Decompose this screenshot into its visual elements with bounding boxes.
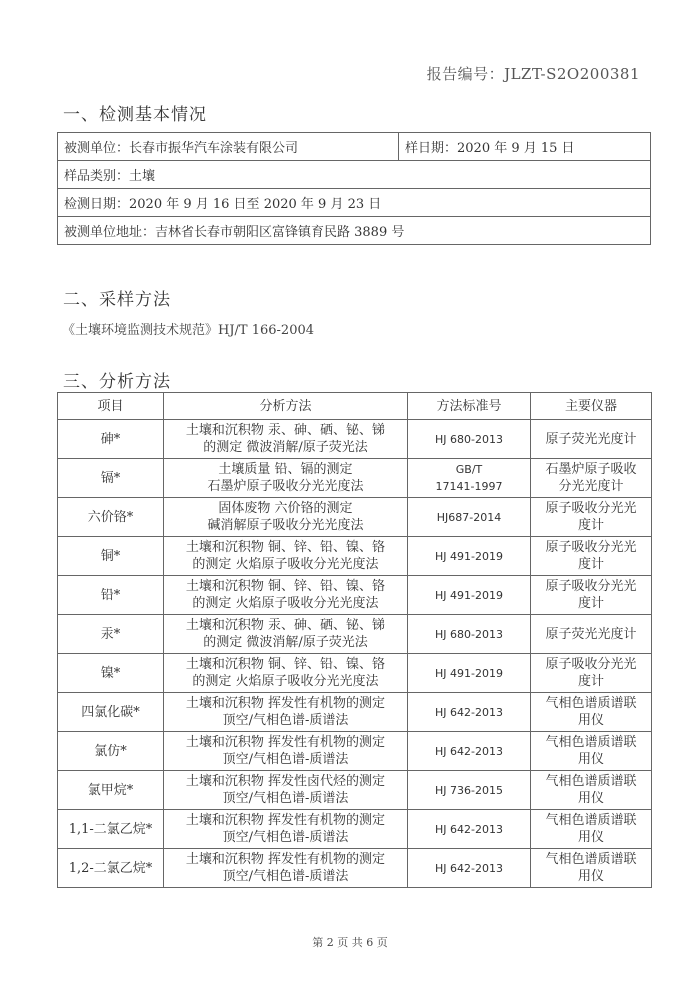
table-row: [58, 810, 652, 849]
cell-standard: [408, 693, 531, 732]
cell-standard-line: HJ 642-2013: [435, 822, 503, 836]
cell-item: 汞*: [58, 615, 164, 654]
cell-instrument-line: 用仪: [577, 791, 604, 806]
table-row: [58, 732, 652, 771]
cell-item: 氯仿*: [58, 732, 164, 771]
cell-standard-line: HJ 642-2013: [435, 705, 503, 719]
cell-standard-line: HJ 680-2013: [435, 432, 503, 446]
cell-instrument-line: 气相色谱质谱联: [545, 696, 637, 711]
header-method: 分析方法: [164, 393, 408, 420]
cell-instrument-line: 度计: [577, 674, 604, 689]
header-item: 项目: [58, 393, 164, 420]
section-title-analysis: 三、分析方法: [63, 372, 171, 392]
cell-standard: [408, 771, 531, 810]
cell-method-line: 顶空/气相色谱-质谱法: [222, 830, 349, 845]
cell-method-line: 固体废物 六价铬的测定: [218, 501, 353, 516]
unit-address: 被测单位地址：吉林省长春市朝阳区富锋镇育民路 3889 号: [58, 217, 651, 245]
table-row: [58, 771, 652, 810]
section-title-sampling: 二、采样方法: [63, 290, 171, 310]
cell-item: 1,2-二氯乙烷*: [58, 849, 164, 888]
cell-instrument-line: 原子荧光光度计: [545, 626, 637, 642]
cell-method: [164, 771, 408, 810]
cell-method-line: 的测定 微波消解/原子荧光法: [203, 635, 368, 650]
cell-method: [164, 654, 408, 693]
cell-method-line: 的测定 微波消解/原子荧光法: [203, 440, 368, 455]
cell-standard-line: HJ687-2014: [436, 510, 502, 524]
cell-standard-line: 17141-1997: [435, 480, 503, 493]
cell-standard: [408, 498, 531, 537]
cell-method: [164, 420, 408, 459]
header-instrument: 主要仪器: [531, 393, 652, 420]
cell-instrument-line: 原子吸收分光光: [545, 501, 637, 516]
cell-instrument-line: 原子吸收分光光: [545, 579, 637, 594]
cell-standard: [408, 810, 531, 849]
analysis-header-row: [58, 393, 652, 420]
cell-method-line: 土壤和沉积物 铜、锌、铅、镍、铬: [185, 657, 386, 672]
analysis-table-body: [58, 420, 652, 888]
cell-method-line: 土壤和沉积物 铜、锌、铅、镍、铬: [185, 579, 386, 594]
cell-method-line: 土壤和沉积物 挥发性有机物的测定: [185, 852, 386, 867]
cell-standard-line: HJ 680-2013: [435, 627, 503, 641]
cell-instrument-line: 分光光度计: [558, 479, 624, 494]
cell-standard: [408, 537, 531, 576]
cell-method: [164, 810, 408, 849]
cell-method-line: 的测定 火焰原子吸收分光光度法: [192, 557, 379, 572]
table-row: [58, 849, 652, 888]
cell-item: 1,1-二氯乙烷*: [58, 810, 164, 849]
cell-standard-line: HJ 491-2019: [435, 549, 503, 563]
cell-method-line: 土壤质量 铅、镉的测定: [218, 462, 353, 477]
cell-standard: [408, 654, 531, 693]
cell-instrument: [531, 732, 652, 771]
table-row: [58, 498, 652, 537]
tested-unit: 被测单位：长春市振华汽车涂装有限公司: [58, 133, 399, 161]
cell-standard-line: HJ 491-2019: [435, 588, 503, 602]
table-row: [58, 654, 652, 693]
cell-method: [164, 459, 408, 498]
cell-method: [164, 693, 408, 732]
cell-instrument-line: 用仪: [577, 830, 604, 845]
cell-instrument-line: 气相色谱质谱联: [545, 813, 637, 828]
cell-instrument: [531, 771, 652, 810]
cell-standard: [408, 849, 531, 888]
cell-method-line: 顶空/气相色谱-质谱法: [222, 713, 349, 728]
info-row: [58, 133, 651, 161]
cell-item: 六价铬*: [58, 498, 164, 537]
cell-standard-line: HJ 642-2013: [435, 861, 503, 875]
cell-method-line: 土壤和沉积物 挥发性有机物的测定: [185, 735, 386, 750]
table-row: [58, 576, 652, 615]
cell-standard-line: GB/T: [455, 463, 483, 476]
cell-method-line: 土壤和沉积物 挥发性卤代烃的测定: [185, 774, 386, 789]
table-row: [58, 615, 652, 654]
cell-method: [164, 615, 408, 654]
cell-standard-line: HJ 642-2013: [435, 744, 503, 758]
cell-method: [164, 576, 408, 615]
cell-instrument: [531, 615, 652, 654]
table-row: [58, 537, 652, 576]
page-footer: 第 2 页 共 6 页: [312, 936, 388, 949]
cell-item: 铜*: [58, 537, 164, 576]
cell-instrument-line: 用仪: [577, 752, 604, 767]
info-row: [58, 189, 651, 217]
cell-method-line: 碱消解原子吸收分光光度法: [207, 518, 364, 533]
section-title-basic-info: 一、检测基本情况: [63, 105, 207, 125]
cell-standard-line: HJ 491-2019: [435, 666, 503, 680]
cell-instrument: [531, 576, 652, 615]
cell-method-line: 顶空/气相色谱-质谱法: [222, 752, 349, 767]
cell-instrument: [531, 693, 652, 732]
cell-instrument: [531, 537, 652, 576]
cell-method: [164, 732, 408, 771]
cell-instrument-line: 用仪: [577, 869, 604, 884]
cell-method-line: 土壤和沉积物 挥发性有机物的测定: [185, 813, 386, 828]
cell-standard-line: HJ 736-2015: [435, 783, 503, 797]
cell-standard: [408, 420, 531, 459]
cell-method-line: 土壤和沉积物 铜、锌、铅、镍、铬: [185, 540, 386, 555]
cell-item: 氯甲烷*: [58, 771, 164, 810]
cell-instrument-line: 气相色谱质谱联: [545, 735, 637, 750]
cell-instrument: [531, 498, 652, 537]
cell-instrument-line: 度计: [577, 596, 604, 611]
cell-method-line: 土壤和沉积物 汞、砷、硒、铋、锑: [185, 618, 386, 633]
cell-instrument-line: 度计: [577, 557, 604, 572]
cell-method-line: 顶空/气相色谱-质谱法: [222, 869, 349, 884]
test-date: 检测日期：2020 年 9 月 16 日至 2020 年 9 月 23 日: [58, 189, 651, 217]
analysis-methods-table: [57, 392, 652, 888]
cell-method-line: 的测定 火焰原子吸收分光光度法: [192, 596, 379, 611]
sample-category: 样品类别：土壤: [58, 161, 651, 189]
cell-standard: [408, 576, 531, 615]
cell-instrument: [531, 459, 652, 498]
sampling-date: 样日期：2020 年 9 月 15 日: [399, 133, 651, 161]
cell-instrument-line: 用仪: [577, 713, 604, 728]
cell-instrument: [531, 849, 652, 888]
cell-method-line: 土壤和沉积物 挥发性有机物的测定: [185, 696, 386, 711]
cell-method: [164, 498, 408, 537]
cell-instrument: [531, 810, 652, 849]
cell-item: 镍*: [58, 654, 164, 693]
cell-instrument: [531, 654, 652, 693]
table-row: [58, 693, 652, 732]
sampling-method-text: 《土壤环境监测技术规范》HJ/T 166-2004: [62, 323, 315, 338]
info-row: [58, 161, 651, 189]
cell-standard: [408, 615, 531, 654]
cell-method-line: 土壤和沉积物 汞、砷、硒、铋、锑: [185, 423, 386, 438]
cell-instrument: [531, 420, 652, 459]
cell-method: [164, 537, 408, 576]
cell-standard: [408, 459, 531, 498]
cell-standard: [408, 732, 531, 771]
cell-item: 四氯化碳*: [58, 693, 164, 732]
cell-item: 铅*: [58, 576, 164, 615]
cell-method-line: 的测定 火焰原子吸收分光光度法: [192, 674, 379, 689]
cell-instrument-line: 气相色谱质谱联: [545, 774, 637, 789]
cell-instrument-line: 原子吸收分光光: [545, 540, 637, 555]
cell-instrument-line: 原子吸收分光光: [545, 657, 637, 672]
cell-item: 砷*: [58, 420, 164, 459]
cell-instrument-line: 度计: [577, 518, 604, 533]
cell-instrument-line: 原子荧光光度计: [545, 431, 637, 447]
cell-item: 镉*: [58, 459, 164, 498]
cell-instrument-line: 石墨炉原子吸收: [545, 462, 637, 477]
cell-method: [164, 849, 408, 888]
table-row: [58, 420, 652, 459]
cell-instrument-line: 气相色谱质谱联: [545, 852, 637, 867]
basic-info-table: [57, 132, 651, 245]
header-standard: 方法标准号: [408, 393, 531, 420]
cell-method-line: 顶空/气相色谱-质谱法: [222, 791, 349, 806]
info-row: [58, 217, 651, 245]
table-row: [58, 459, 652, 498]
report-number: 报告编号：JLZT-S2O200381: [426, 65, 640, 83]
cell-method-line: 石墨炉原子吸收分光光度法: [207, 479, 364, 494]
